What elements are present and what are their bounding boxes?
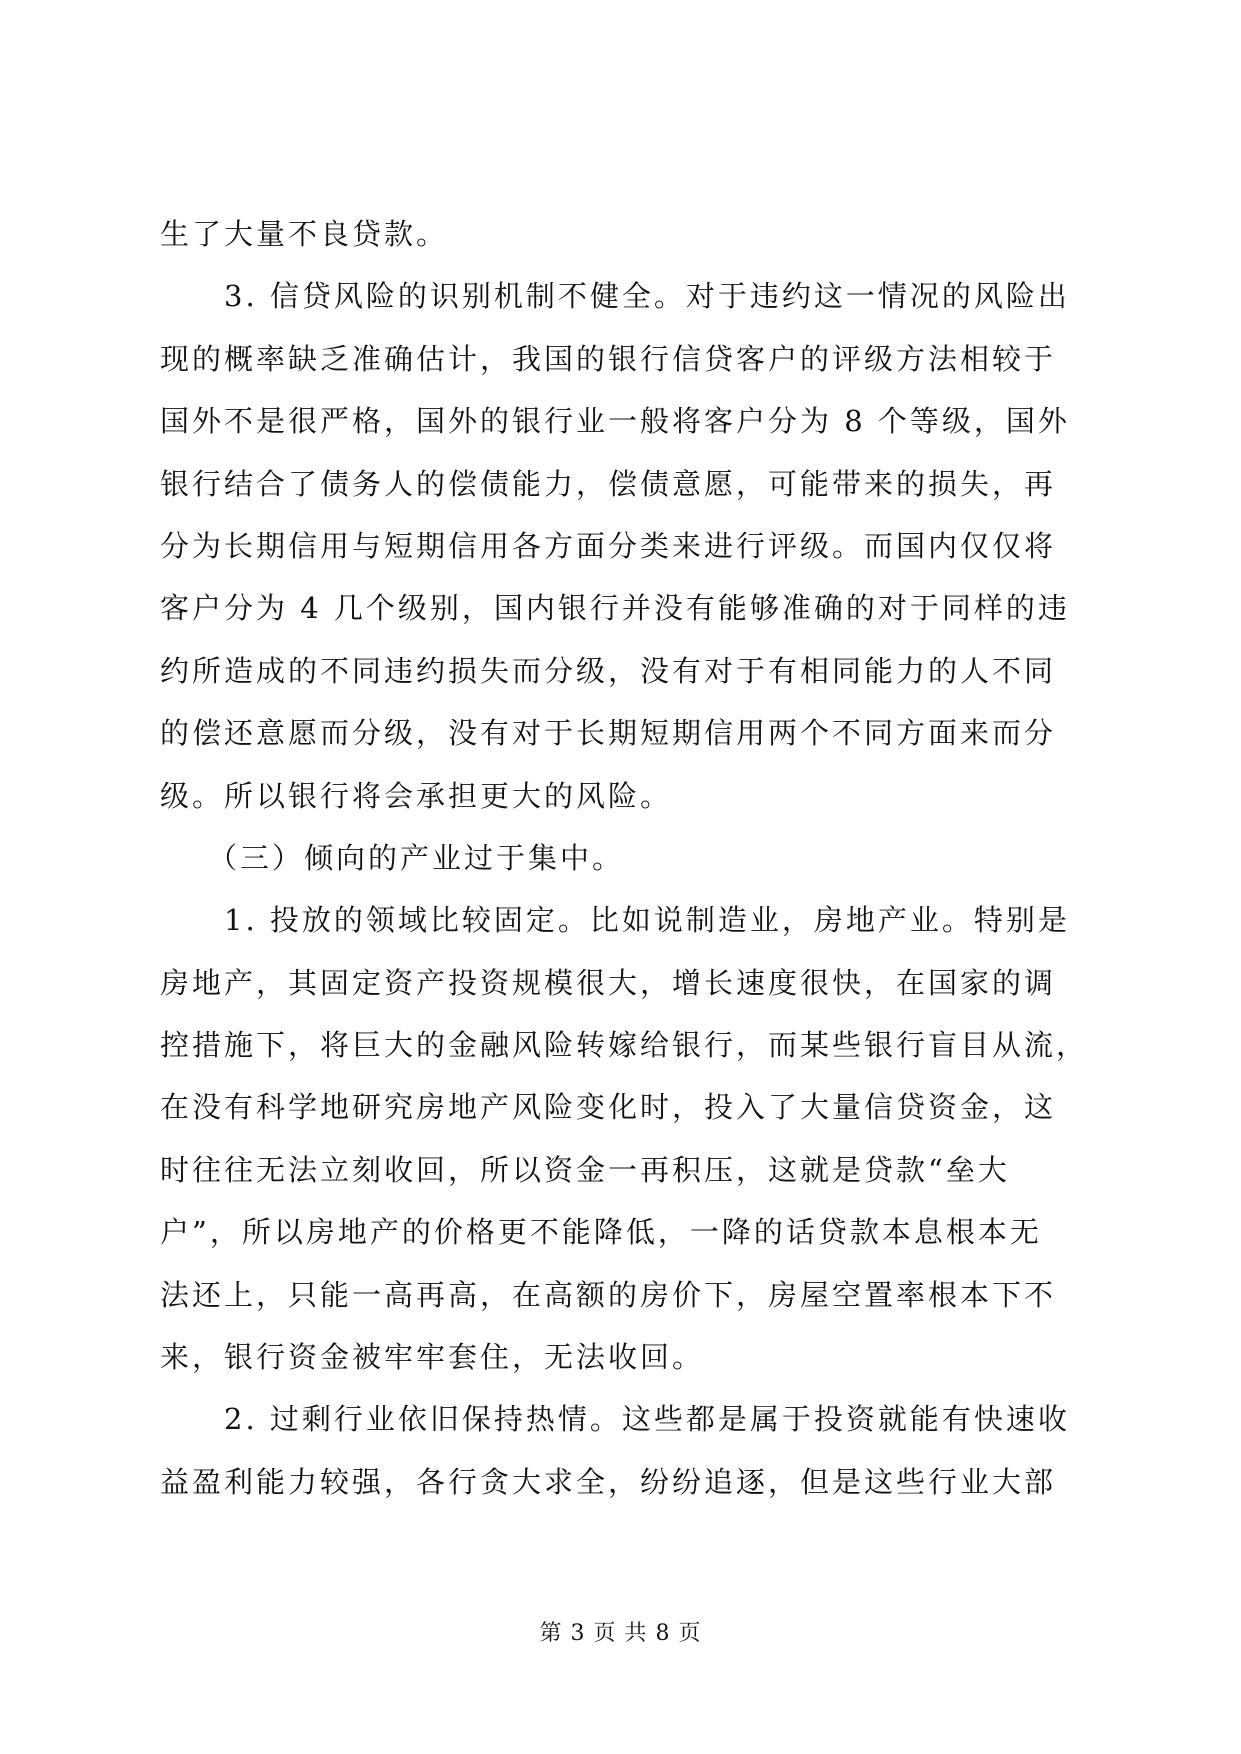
page-number-footer: 第 3 页 共 8 页 — [539, 1621, 702, 1646]
text-line: 1. 投放的领域比较固定。比如说制造业，房地产业。特别是 — [224, 903, 1070, 938]
section-heading: （三）倾向的产业过于集中。 — [208, 840, 625, 875]
text-line: 时往往无法立刻收回，所以资金一再积压，这就是贷款“垒大 — [160, 1152, 1010, 1187]
text-line: 现的概率缺乏准确估计，我国的银行信贷客户的评级方法相较于 — [160, 341, 1057, 376]
text-line: 房地产，其固定资产投资规模很大，增长速度很快，在国家的调 — [160, 965, 1057, 1000]
text-line: 客户分为 4 几个级别，国内银行并没有能够准确的对于同样的违 — [160, 591, 1070, 626]
text-line: 在没有科学地研究房地产风险变化时，投入了大量信贷资金，这 — [160, 1090, 1057, 1125]
text-line: 分为长期信用与短期信用各方面分类来进行评级。而国内仅仅将 — [160, 528, 1057, 563]
text-line: 国外不是很严格，国外的银行业一般将客户分为 8 个等级，国外 — [160, 404, 1070, 439]
text-line: 3. 信贷风险的识别机制不健全。对于违约这一情况的风险出 — [224, 279, 1070, 314]
text-line: 户”，所以房地产的价格更不能降低，一降的话贷款本息根本无 — [160, 1215, 1042, 1250]
text-line: 生了大量不良贷款。 — [160, 217, 449, 251]
text-line: 益盈利能力较强，各行贪大求全，纷纷追逐，但是这些行业大部 — [160, 1464, 1057, 1499]
text-line: 的偿还意愿而分级，没有对于长期短期信用两个不同方面来而分 — [160, 716, 1057, 751]
text-line: 控措施下，将巨大的金融风险转嫁给银行，而某些银行盲目从流， — [160, 1028, 1089, 1063]
document-body — [160, 203, 1089, 1513]
text-line: 级。所以银行将会承担更大的风险。 — [160, 778, 673, 813]
text-line: 法还上，只能一高再高，在高额的房价下，房屋空置率根本下不 — [160, 1277, 1057, 1312]
text-line: 约所造成的不同违约损失而分级，没有对于有相同能力的人不同 — [160, 653, 1057, 688]
text-line: 来，银行资金被牢牢套住，无法收回。 — [160, 1340, 705, 1375]
text-line: 银行结合了债务人的偿债能力，偿债意愿，可能带来的损失，再 — [160, 466, 1057, 501]
text-line: 2. 过剩行业依旧保持热情。这些都是属于投资就能有快速收 — [224, 1402, 1070, 1437]
